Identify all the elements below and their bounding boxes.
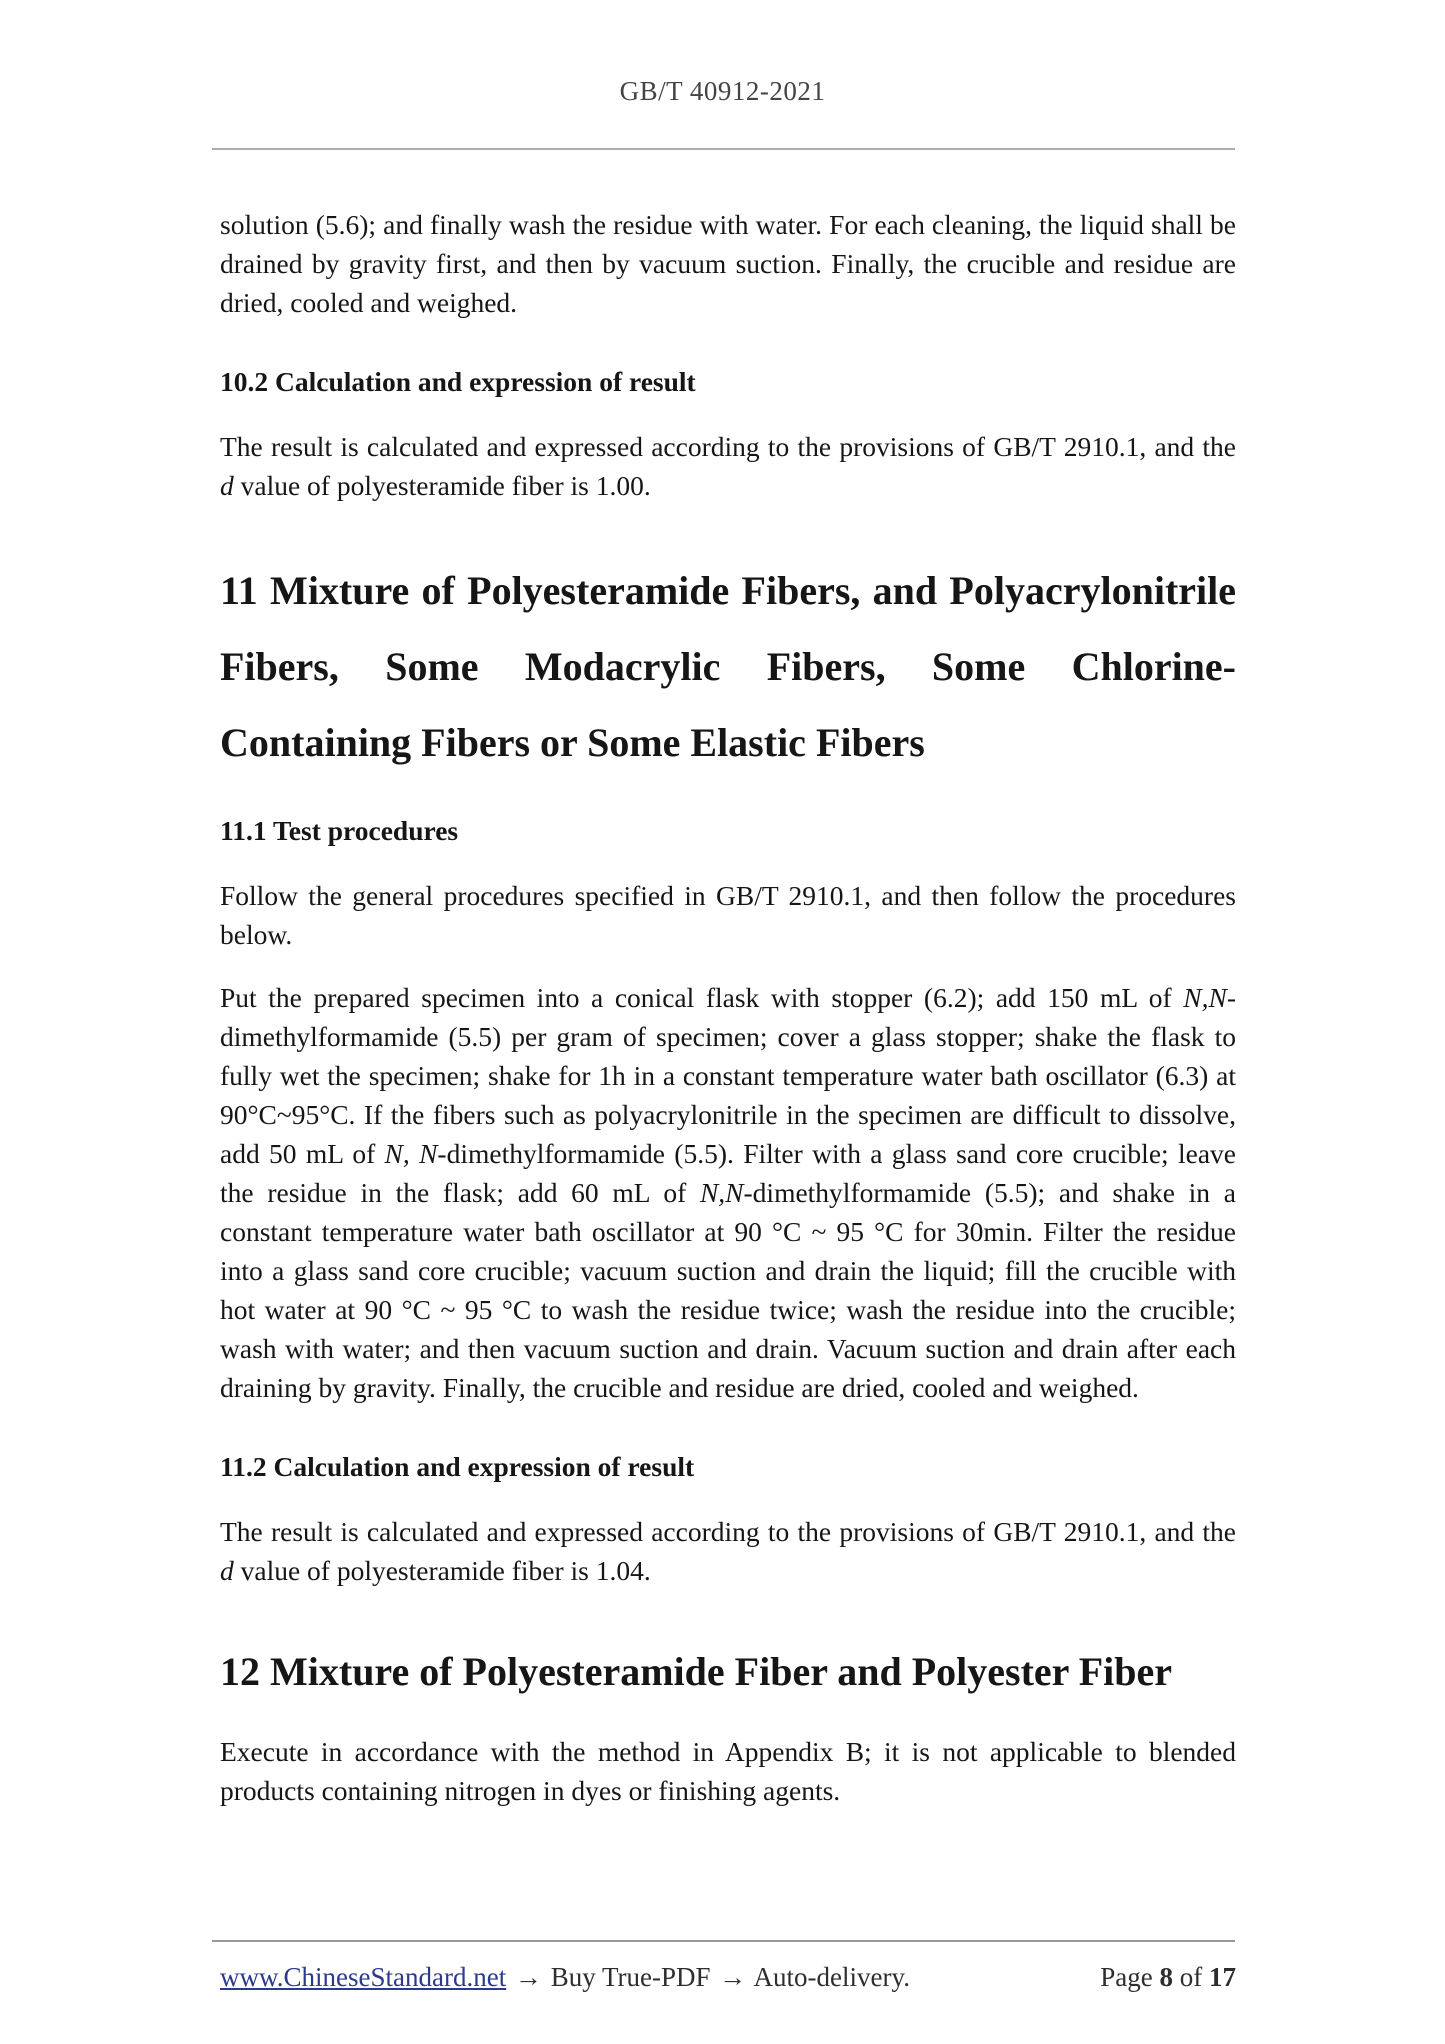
heading-10-2: 10.2 Calculation and expression of result	[220, 366, 696, 397]
of-label: of	[1179, 1962, 1203, 1992]
paragraph-11-2	[220, 1512, 1236, 1590]
text-run-italic: N,N	[699, 1177, 744, 1208]
text-run: value of polyesteramide fiber is 1.04.	[233, 1555, 651, 1586]
text-run-italic: N,N	[1183, 982, 1227, 1013]
arrow-right-icon: →	[719, 1962, 747, 1992]
chinesestandard-link[interactable]: www.ChineseStandard.net	[220, 1962, 507, 1992]
paragraph-11-1-intro: Follow the general procedures specified in GB/T 2910.1, and then follow the procedures below.	[220, 880, 1236, 950]
heading-11-1: 11.1 Test procedures	[220, 815, 459, 846]
document-content	[220, 205, 1236, 1810]
text-run-italic: N, N	[384, 1138, 438, 1169]
paragraph-continuation: solution (5.6); and finally wash the residue with water. For each cleaning, the liquid shall be drained by gravity first, and then by vacuum suction. Finally, the crucible and residue are dried, cooled and weighed.	[220, 209, 1236, 318]
footer-source	[220, 1962, 910, 1993]
text-run: The result is calculated and expressed according to the provisions of GB/T 2910.1, and the	[220, 431, 1236, 462]
page-total: 17	[1209, 1962, 1236, 1992]
header-divider	[212, 148, 1235, 150]
paragraph-12: Execute in accordance with the method in Appendix B; it is not applicable to blended products containing nitrogen in dyes or finishing agents.	[220, 1736, 1236, 1806]
text-run-italic: d	[220, 470, 234, 501]
page-number: 8	[1159, 1962, 1173, 1992]
text-run: -dimethylformamide (5.5). Filter with a glass sand core crucible; leave the residue in the flask; add 60 mL of	[220, 1138, 1236, 1208]
text-run-italic: d	[220, 1555, 234, 1586]
heading-12: 12 Mixture of Polyesteramide Fiber and Polyester Fiber	[220, 1649, 1173, 1694]
paragraph-11-1-procedure	[220, 978, 1236, 1407]
page-footer	[220, 1962, 1236, 1993]
heading-11-2: 11.2 Calculation and expression of result	[220, 1451, 695, 1482]
heading-11: 11 Mixture of Polyesteramide Fibers, and Polyacrylonitrile Fibers, Some Modacrylic Fibers, Some Chlorine-Containing Fibers or Some Elastic Fibers	[220, 568, 1236, 765]
text-run: Put the prepared specimen into a conical flask with stopper (6.2); add 150 mL of	[220, 982, 1184, 1013]
footer-divider	[212, 1940, 1235, 1942]
text-run: -dimethylformamide (5.5) per gram of specimen; cover a glass stopper; shake the flask to fully wet the specimen; shake for 1h in a constant temperature water bath oscillator (6.3) at 90°C~95°C. If the fibers such as polyacrylonitrile in the specimen are difficult to dissolve, add 50 mL of	[220, 982, 1236, 1169]
footer-buy-text: Buy True-PDF	[550, 1962, 711, 1992]
page-header-doc-number: GB/T 40912-2021	[619, 76, 826, 106]
page-label: Page	[1100, 1962, 1153, 1992]
footer-delivery-text: Auto-delivery.	[753, 1962, 910, 1992]
paragraph-10-2	[220, 427, 1236, 505]
text-run: -dimethylformamide (5.5); and shake in a constant temperature water bath oscillator at 90 °C ~ 95 °C for 30min. Filter the residue into a glass sand core crucible; vacuum suction and drain the liquid; fill the crucible with hot water at 90 °C ~ 95 °C to wash the residue twice; wash the residue into the crucible; wash with water; and then vacuum suction and drain. Vacuum suction and drain after each draining by gravity. Finally, the crucible and residue are dried, cooled and weighed.	[220, 1177, 1236, 1403]
text-run: value of polyesteramide fiber is 1.00.	[233, 470, 651, 501]
text-run: The result is calculated and expressed according to the provisions of GB/T 2910.1, and the	[220, 1516, 1236, 1547]
page-indicator	[1100, 1962, 1236, 1993]
arrow-right-icon: →	[514, 1962, 542, 1992]
